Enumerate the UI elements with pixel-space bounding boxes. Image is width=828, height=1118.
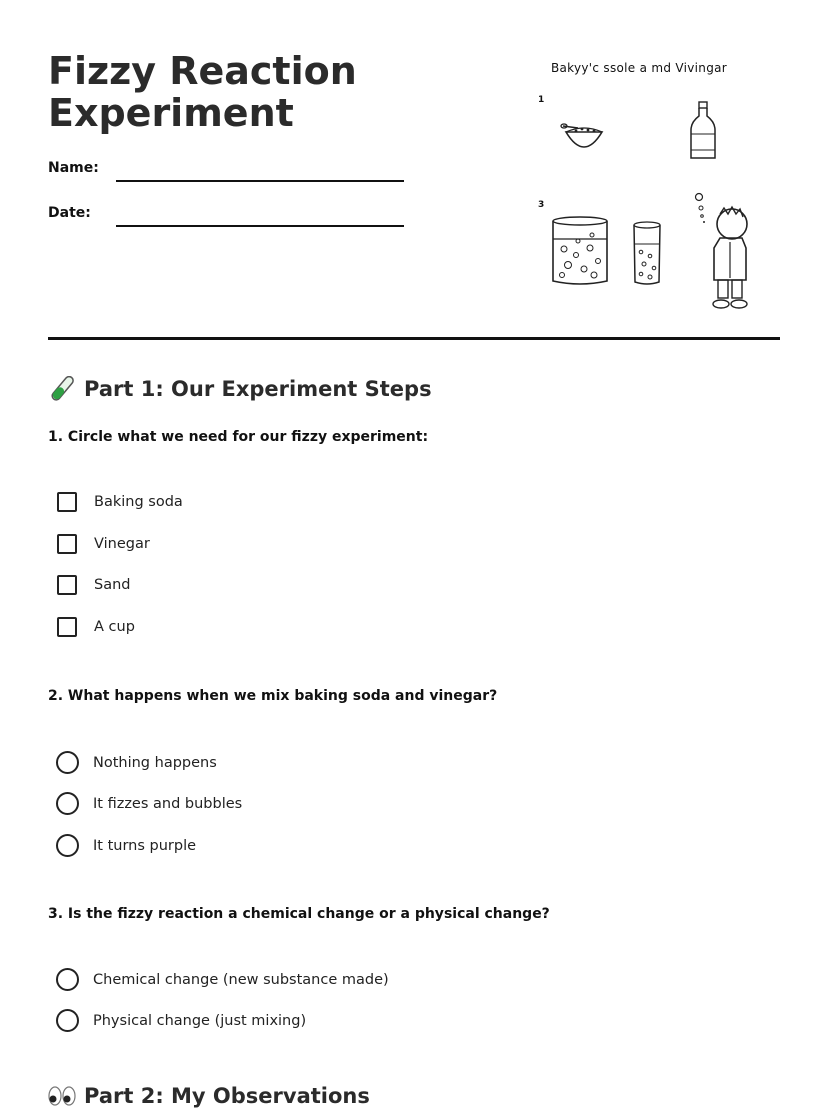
question-1: 1. Circle what we need for our fizzy experiment: (48, 429, 429, 445)
q1-option-cup[interactable] (57, 617, 135, 637)
header-divider (48, 337, 780, 340)
q3-option-physical[interactable] (57, 1009, 306, 1032)
date-label: Date: (48, 205, 91, 221)
part1-heading-text: Part 1: Our Experiment Steps (84, 377, 432, 401)
name-field[interactable] (116, 180, 404, 182)
vinegar-bottle-icon (688, 100, 718, 162)
option-label: Baking soda (94, 494, 183, 510)
fizzing-glass-icon (550, 215, 610, 289)
illustration-step-1: 1 (538, 95, 545, 105)
question-3: 3. Is the fizzy reaction a chemical change or a physical change? (48, 906, 550, 922)
radio-button[interactable] (56, 1009, 79, 1032)
option-label: Chemical change (new substance made) (93, 971, 389, 988)
worksheet-title (48, 50, 428, 134)
checkbox[interactable] (57, 534, 77, 554)
question-2: 2. What happens when we mix baking soda and vinegar? (48, 688, 498, 704)
title-line-2: Experiment (48, 91, 294, 135)
part2-heading (48, 1083, 370, 1109)
option-label: Vinegar (94, 536, 150, 552)
small-fizzing-cup-icon (630, 220, 664, 288)
q1-option-baking-soda[interactable] (57, 492, 183, 512)
option-label: Sand (94, 577, 131, 593)
radio-button[interactable] (56, 834, 79, 857)
q1-option-sand[interactable] (57, 575, 130, 595)
checkbox[interactable] (57, 492, 77, 512)
q2-option-nothing[interactable] (57, 751, 217, 774)
option-label: Physical change (just mixing) (93, 1012, 307, 1029)
date-field[interactable] (116, 225, 404, 227)
radio-button[interactable] (56, 792, 79, 815)
option-label: It turns purple (93, 837, 197, 854)
radio-button[interactable] (56, 751, 79, 774)
test-tube-icon (48, 376, 76, 402)
checkbox[interactable] (57, 575, 77, 595)
q3-option-chemical[interactable] (57, 968, 389, 991)
q2-option-fizzes[interactable] (57, 792, 242, 815)
option-label: A cup (94, 619, 135, 635)
illustration-step-3: 3 (538, 200, 545, 210)
q1-option-vinegar[interactable] (57, 534, 150, 554)
part1-heading (48, 376, 432, 402)
q2-option-purple[interactable] (57, 834, 196, 857)
part2-heading-text: Part 2: My Observations (84, 1084, 370, 1108)
option-label: It fizzes and bubbles (93, 795, 243, 812)
checkbox[interactable] (57, 617, 77, 637)
eyes-icon (48, 1083, 76, 1109)
radio-button[interactable] (56, 968, 79, 991)
option-label: Nothing happens (93, 754, 217, 771)
bowl-with-spoon-icon (560, 100, 620, 160)
title-line-1: Fizzy Reaction (48, 49, 357, 93)
name-label: Name: (48, 160, 99, 176)
child-observer-icon (690, 190, 758, 314)
illustration-caption: Bakyy'c ssole a md Vivingar (551, 61, 728, 75)
